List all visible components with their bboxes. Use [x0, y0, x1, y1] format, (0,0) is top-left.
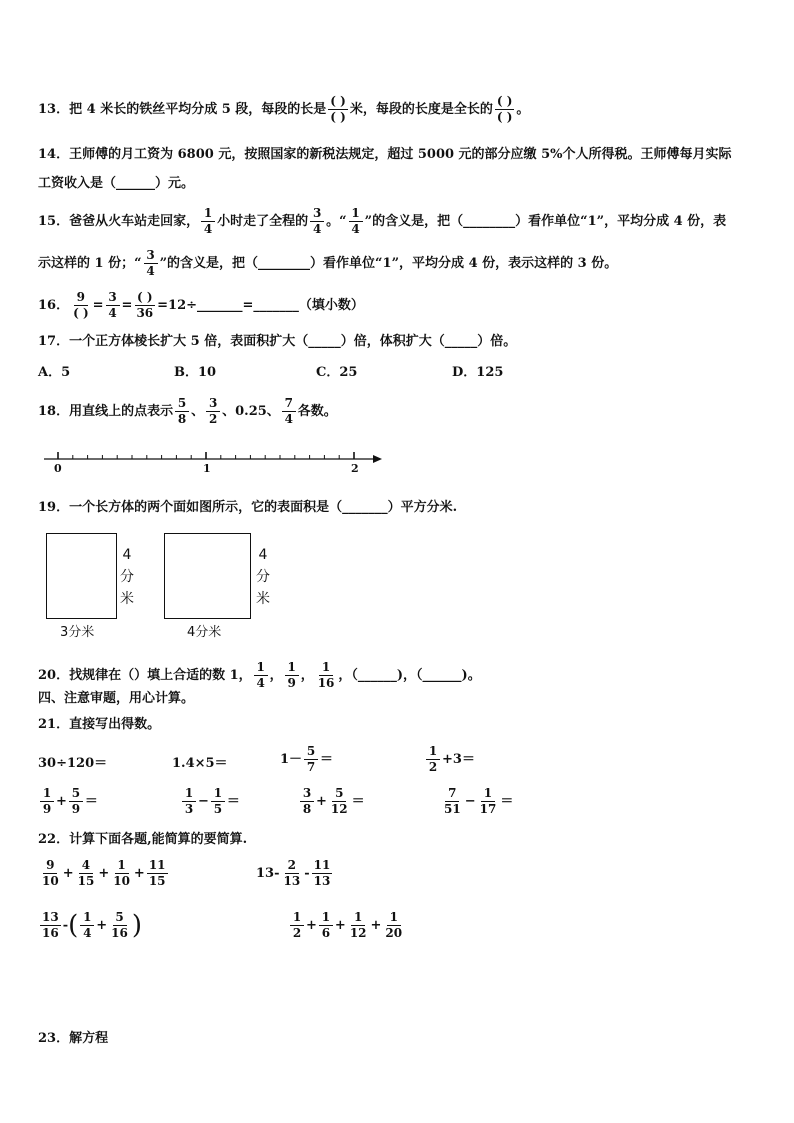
fraction: $\frac{1}{9}$	[285, 660, 299, 691]
number-line-label-1: 1	[203, 462, 211, 475]
rectangle-2-side-label: 4 分 米	[256, 547, 270, 607]
calc-item: $\frac{1}{2}$ +3＝	[424, 744, 475, 775]
rectangle-1-side-label: 4 分 米	[120, 547, 134, 607]
expression-2: 13- $\frac{2}{13}$ - $\frac{11}{13}$	[256, 858, 331, 888]
fraction-blank: ( ) ( )	[330, 94, 346, 124]
calc-item: $\frac{3}{8}$ + $\frac{5}{12}$ ＝	[298, 786, 365, 817]
option-a: A．5	[38, 365, 71, 380]
fraction: $\frac{3}{2}$	[206, 396, 220, 427]
expression-4: $\frac{1}{2}$ + $\frac{1}{6}$ + $\frac{1}{12}$ + $\frac{1}{20}$	[288, 910, 406, 941]
fraction: $\frac{3}{4}$	[144, 248, 158, 279]
rectangle-2-bottom-label: 4分米	[187, 625, 222, 640]
fraction: $\frac{7}{4}$	[282, 396, 296, 427]
question-15-line2: 示这样的 1 份；“ $\frac{3}{4}$ ”的含义是，把（________）看作单位“1”，平均分成 4 份，表示这样的 3 份。	[38, 248, 618, 278]
fraction: $\frac{1}{4}$	[254, 660, 268, 691]
option-d: D．125	[452, 365, 504, 380]
rectangle-face-2	[164, 533, 251, 619]
fraction: $\frac{1}{4}$	[349, 206, 363, 237]
number-line-label-0: 0	[54, 462, 62, 475]
section-heading: 四、注意审题，用心计算。	[38, 691, 195, 706]
question-19: 19．一个长方体的两个面如图所示，它的表面积是（_______）平方分米.	[38, 500, 458, 515]
expression-1: $\frac{9}{10}$ + $\frac{4}{15}$ + $\frac{1}{10}$ + $\frac{11}{15}$	[42, 858, 166, 888]
fraction: 9 ( )	[73, 290, 89, 320]
question-14: 14．王师傅的月工资为 6800 元，按照国家的新税法规定，超过 5000 元的部分应缴 5%个人所得税。王师傅每月实际	[38, 147, 732, 162]
expression-3: $\frac{13}{16}$ -( $\frac{1}{4}$ + $\frac{5}{16}$ )	[42, 910, 143, 941]
question-15: 15．爸爸从火车站走回家， $\frac{1}{4}$ 小时走了全程的 $\frac{3}{4}$ 。“ $\frac{1}{4}$ ”的含义是，把（________）看作单位“1”，平均分成 4 份，表	[38, 206, 727, 236]
question-18: 18．用直线上的点表示 $\frac{5}{8}$ 、 $\frac{3}{2}$ 、0.25、 $\frac{7}{4}$ 各数。	[38, 396, 337, 426]
question-13: 13．把 4 米长的铁丝平均分成 5 段，每段的长是 ( ) ( ) 米，每段的长度是全长的 ( ) ( ) 。	[38, 94, 530, 124]
number-line-label-2: 2	[351, 462, 359, 475]
calc-item: $\frac{1}{9}$ + $\frac{5}{9}$ ＝	[38, 786, 98, 817]
fraction: $\frac{5}{8}$	[175, 396, 189, 427]
calc-item: 1－ $\frac{5}{7}$ ＝	[280, 744, 334, 774]
option-c: C．25	[316, 365, 358, 380]
rectangle-1-bottom-label: 3分米	[60, 625, 95, 640]
fraction-blank: ( ) ( )	[496, 94, 513, 124]
fraction: $\frac{3}{4}$	[310, 206, 324, 237]
question-17: 17．一个正方体棱长扩大 5 倍，表面积扩大（_____）倍，体积扩大（_____）倍。	[38, 334, 517, 349]
fraction: $\frac{1}{4}$	[201, 206, 215, 237]
calc-item: $\frac{1}{3}$ − $\frac{1}{5}$ ＝	[180, 786, 240, 817]
question-14-line2: 工资收入是（______）元。	[38, 176, 195, 191]
question-21: 21．直接写出得数。	[38, 717, 161, 732]
fraction: $\frac{1}{16}$	[317, 660, 335, 690]
question-23: 23．解方程	[38, 1031, 109, 1046]
fraction: $\frac{3}{4}$	[106, 290, 120, 321]
option-b: B．10	[174, 365, 217, 380]
calc-item: 30÷120＝	[38, 756, 108, 771]
fraction: ( ) 36	[136, 290, 154, 320]
calc-item: $\frac{7}{51}$ − $\frac{1}{17}$ ＝	[444, 786, 514, 816]
rectangle-face-1	[46, 533, 117, 619]
question-20: 20．找规律在（）填上合适的数 1， $\frac{1}{4}$ ， $\frac{1}{9}$ ， $\frac{1}{16}$ ，（______)，（______)。	[38, 660, 481, 690]
calc-item: 1.4×5＝	[172, 756, 228, 771]
number-line	[40, 448, 390, 478]
question-16: 16． 9 ( ) = $\frac{3}{4}$ = ( ) 36 =12÷_______=_______（填小数）	[38, 290, 364, 320]
question-22: 22．计算下面各题,能简算的要简算.	[38, 832, 248, 847]
